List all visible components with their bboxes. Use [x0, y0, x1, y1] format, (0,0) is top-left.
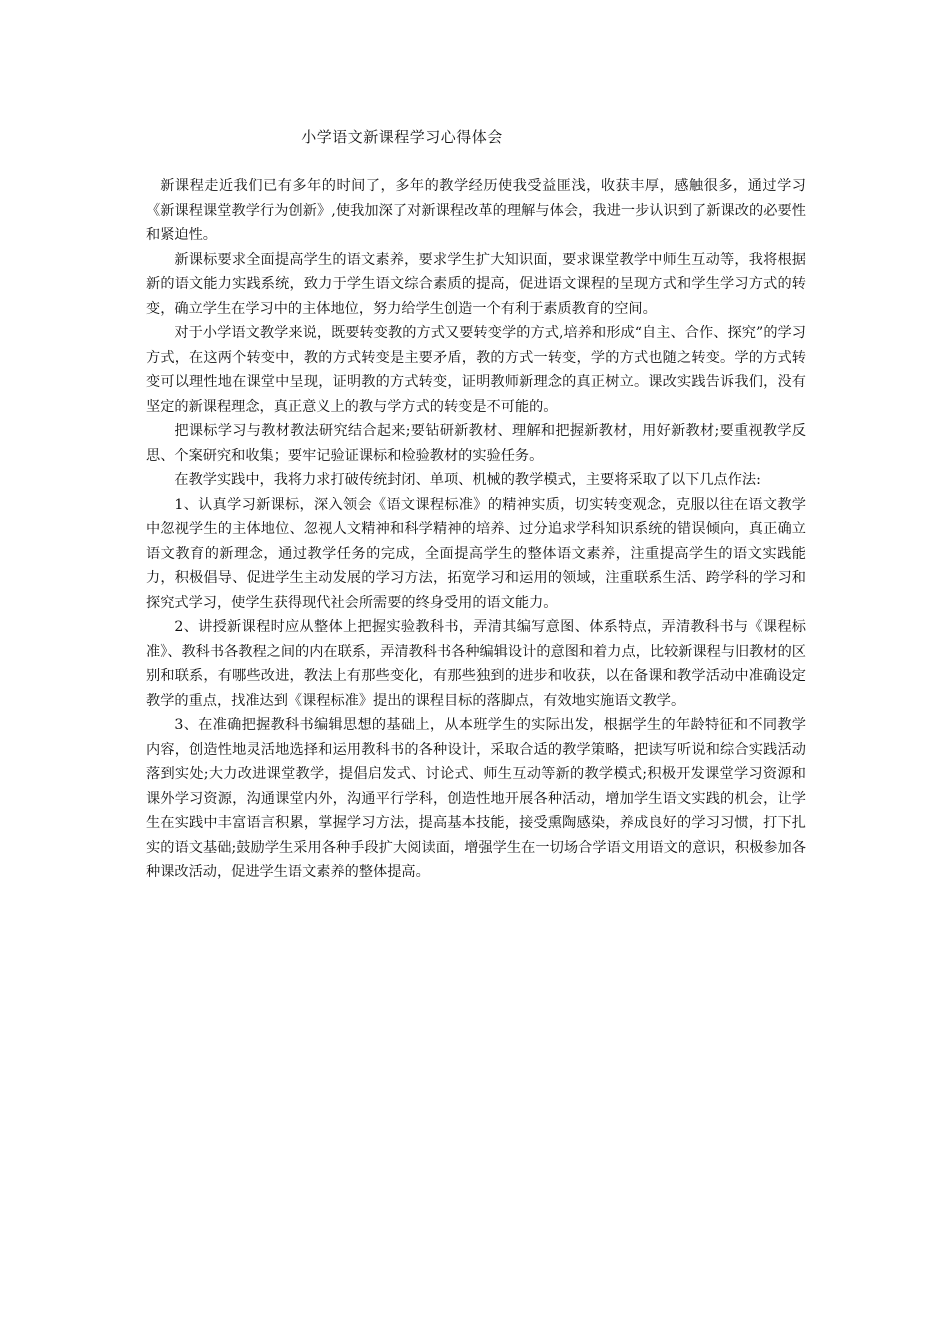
document-body [146, 174, 806, 885]
paragraph-point-1: 1、认真学习新课标，深入领会《语文课程标准》的精神实质，切实转变观念，克服以往在语文教学中忽视学生的主体地位、忽视人文精神和科学精神的培养、过分追求学科知识系统的错误倾向，真正确立语文教育的新理念，通过教学任务的完成，全面提高学生的整体语文素养，注重提高学生的语文实践能力，积极倡导、促进学生主动发展的学习方法，拓宽学习和运用的领域，注重联系生活、跨学科的学习和探究式学习，使学生获得现代社会所需要的终身受用的语文能力。 [146, 496, 806, 611]
paragraph-intro: 新课程走近我们已有多年的时间了，多年的教学经历使我受益匪浅，收获丰厚，感触很多，通过学习《新课程课堂教学行为创新》,使我加深了对新课程改革的理解与体会，我进一步认识到了新课改的必要性和紧迫性。 [146, 178, 806, 243]
paragraph-textbook-research: 把课标学习与教材教法研究结合起来;要钻研新教材、理解和把握新教材，用好新教材;要重视教学反思、个案研究和收集；要牢记验证课标和检验教材的实验任务。 [146, 423, 806, 464]
paragraph-teaching-method-change: 对于小学语文教学来说，既要转变教的方式又要转变学的方式,培养和形成“自主、合作、探究”的学习方式，在这两个转变中，教的方式转变是主要矛盾，教的方式一转变，学的方式也随之转变。学的方式转变可以理性地在课堂中呈现，证明教的方式转变，证明教师新理念的真正树立。课改实践告诉我们，没有坚定的新课程理念，真正意义上的教与学方式的转变是不可能的。 [146, 325, 806, 415]
document-title: 小学语文新课程学习心得体会 [301, 128, 503, 146]
paragraph-point-3: 3、在准确把握教科书编辑思想的基础上，从本班学生的实际出发，根据学生的年龄特征和不同教学内容，创造性地灵活地选择和运用教科书的各种设计，采取合适的教学策略，把读写听说和综合实践活动落到实处;大力改进课堂教学，提倡启发式、讨论式、师生互动等新的教学模式;积极开发课堂学习资源和课外学习资源，沟通课堂内外，沟通平行学科，创造性地开展各种活动，增加学生语文实践的机会，让学生在实践中丰富语言积累，掌握学习方法，提高基本技能，接受熏陶感染，养成良好的学习习惯，打下扎实的语文基础;鼓励学生采用各种手段扩大阅读面，增强学生在一切场合学语文用语文的意识，积极参加各种课改活动，促进学生语文素养的整体提高。 [146, 717, 806, 880]
paragraph-point-2: 2、讲授新课程时应从整体上把握实验教科书，弄清其编写意图、体系特点，弄清教科书与《课程标准》、教科书各教程之间的内在联系，弄清教科书各种编辑设计的意图和着力点，比较新课程与旧教材的区别和联系，有哪些改进，教法上有那些变化，有那些独到的进步和收获，以在备课和教学活动中准确设定教学的重点，找准达到《课程标准》提出的课程目标的落脚点，有效地实施语文教学。 [146, 619, 806, 709]
paragraph-curriculum-standard: 新课标要求全面提高学生的语文素养，要求学生扩大知识面，要求课堂教学中师生互动等，我将根据新的语文能力实践系统，致力于学生语文综合素质的提高，促进语文课程的呈现方式和学生学习方式的转变，确立学生在学习中的主体地位，努力给学生创造一个有利于素质教育的空间。 [146, 251, 806, 317]
paragraph-practice-intro: 在教学实践中，我将力求打破传统封闭、单项、机械的教学模式，主要将采取了以下几点作法: [174, 472, 761, 488]
